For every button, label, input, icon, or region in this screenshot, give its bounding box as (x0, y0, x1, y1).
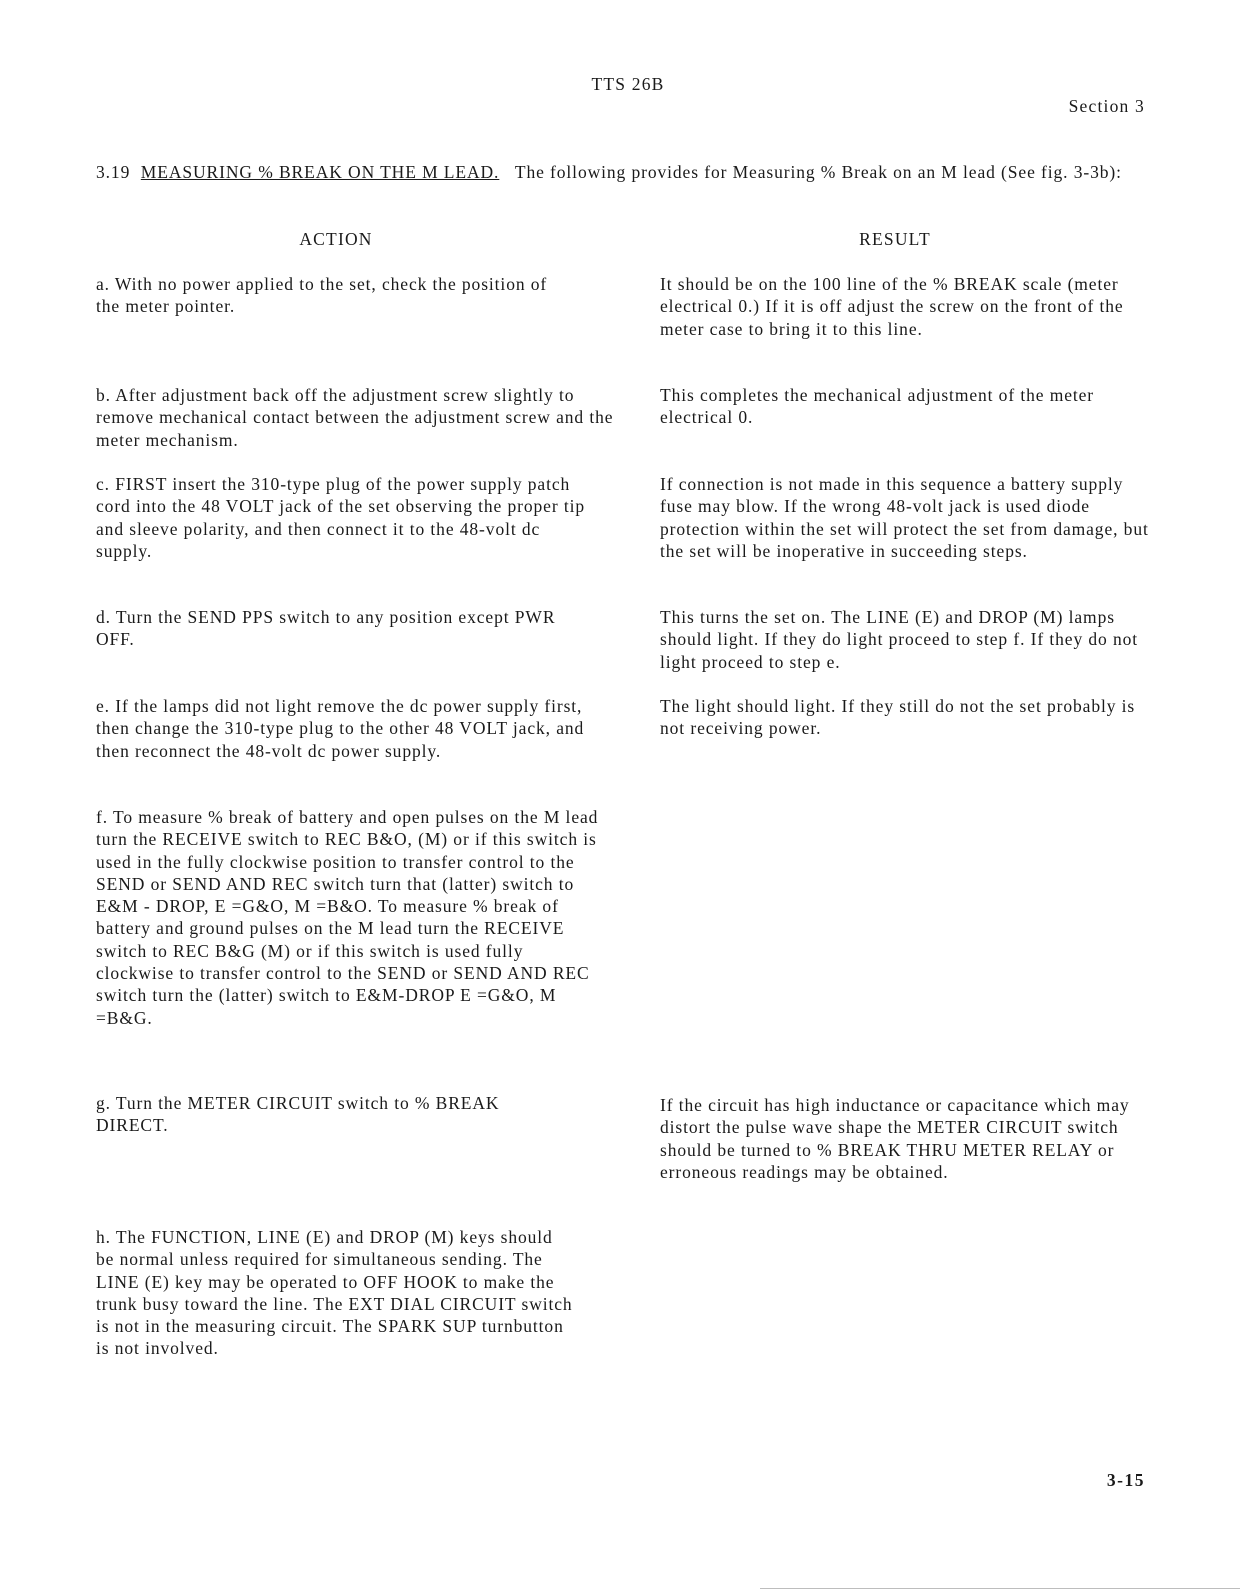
step-d-action: d. Turn the SEND PPS switch to any position except PWR OFF. (96, 607, 556, 650)
step-g-result: If the circuit has high inductance or capacitance which may distort the pulse wave shape the METER CIRCUIT switch should be turned to % BREAK THRU METER RELAY or erroneous readings may be obtained. (660, 1095, 1130, 1182)
bottom-rule (760, 1588, 1240, 1589)
action-column-header: ACTION (299, 229, 373, 249)
section-label: Section 3 (1068, 96, 1145, 116)
step-c-result: If connection is not made in this sequence a battery supply fuse may blow. If the wrong 48-volt jack is used diode protection within the set will protect the set from damage, but the set will be inoperative in succeeding steps. (660, 474, 1149, 561)
step-a-result: It should be on the 100 line of the % BREAK scale (meter electrical 0.) If it is off adjust the screw on the front of the meter case to bring it to this line. (660, 274, 1124, 339)
page-number: 3-15 (1106, 1470, 1145, 1490)
result-column-header: RESULT (859, 229, 931, 249)
section-heading (96, 161, 1136, 183)
step-f-action: f. To measure % break of battery and open pulses on the M lead turn the RECEIVE switch to REC B&O, (M) or if this switch is used in the fully clockwise position to transfer control to the SEND or SEND AND REC switch turn that (latter) switch to E&M - DROP, E =G&O, M =B&O. To measure % break of battery and ground pulses on the M lead turn the RECEIVE switch to REC B&G (M) or if this switch is used fully clockwise to transfer control to the SEND or SEND AND REC switch turn the (latter) switch to E&M-DROP E =G&O, M =B&G. (96, 807, 599, 1028)
step-e-action: e. If the lamps did not light remove the dc power supply first, then change the 310-type plug to the other 48 VOLT jack, and then reconnect the 48-volt dc power supply. (96, 696, 585, 761)
step-g-action: g. Turn the METER CIRCUIT switch to % BREAK DIRECT. (96, 1093, 500, 1136)
step-b-result: This completes the mechanical adjustment of the meter electrical 0. (660, 385, 1095, 428)
heading-title: MEASURING % BREAK ON THE M LEAD. (140, 162, 500, 182)
document-id: TTS 26B (591, 74, 665, 94)
step-b-action: b. After adjustment back off the adjustment screw slightly to remove mechanical contact between the adjustment screw and the meter mechanism. (96, 385, 614, 450)
heading-text: The following provides for Measuring % Break on an M lead (See fig. 3-3b): (514, 162, 1122, 182)
step-h-action: h. The FUNCTION, LINE (E) and DROP (M) keys should be normal unless required for simultaneous sending. The LINE (E) key may be operated to OFF HOOK to make the trunk busy toward the line. The EXT DIAL CIRCUIT switch is not in the measuring circuit. The SPARK SUP turnbutton is not involved. (96, 1227, 573, 1359)
step-d-result: This turns the set on. The LINE (E) and DROP (M) lamps should light. If they do light proceed to step f. If they do not light proceed to step e. (660, 607, 1139, 672)
step-c-action: c. FIRST insert the 310-type plug of the power supply patch cord into the 48 VOLT jack of the set observing the proper tip and sleeve polarity, and then connect it to the 48-volt dc supply. (96, 474, 586, 561)
heading-number: 3.19 (96, 162, 131, 182)
step-a-action: a. With no power applied to the set, check the position of the meter pointer. (96, 274, 548, 317)
step-e-result: The light should light. If they still do not the set probably is not receiving power. (660, 696, 1136, 739)
